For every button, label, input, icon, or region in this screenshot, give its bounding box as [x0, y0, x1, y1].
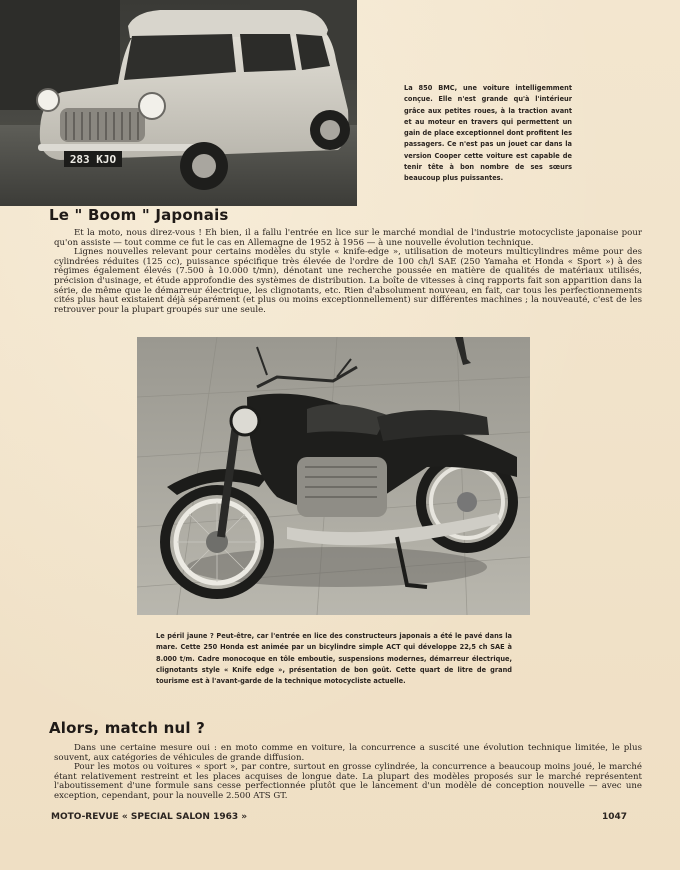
paragraph: Pour les motos ou voitures « sport », par contre, surtout en grosse cylindrée, la concurrence a beaucoup moins joué, le marché étant relativement restreint et les places acquises de longue date. La plupart des modèles proposés sur le marché représentent l'aboutissement d'une formule sans cesse perfectionnée plutôt que le lancement d'un modèle de conception nouvelle — avec une exception, cependant, pour la nouvelle 2.500 ATS GT. — [54, 762, 642, 801]
paragraph: Et la moto, nous direz-vous ! Eh bien, il a fallu l'entrée en lice sur le marché mondial de l'industrie motocycliste japonaise pour qu'on assiste — tout comme ce fut le cas en Allemagne de 1952 à 1956 — à une nouvelle évolution technique. — [54, 228, 642, 248]
motorcycle-caption — [156, 631, 512, 687]
page-number: 1047 — [602, 812, 628, 822]
caption-line: Le péril jaune ? Peut-être, car l'entrée en lice des constructeurs japonais a été le pavé dans la mare. Cette 250 Honda est animée par un bicylindre simple ACT qui développe 22,5 ch SAE à 8.000 t/m. Cadre monocoque en tôle emboutie, suspensions modernes, démarreur électrique, clignotants style « Knife edge », présentation de bon goût. Cette quart de litre de grand tourisme est à l'avant-garde de la technique motocycliste actuelle. — [156, 632, 512, 686]
footer-publication: MOTO-REVUE « SPECIAL SALON 1963 » — [51, 812, 248, 822]
paragraph: Lignes nouvelles relevant pour certains modèles du style « knife-edge », utilisation de moteurs multicylindres même pour des cylindrées réduites (125 cc), puissance spécifique très élevée de l'ordre de 100 ch/l SAE (250 Yamaha et Honda « Sport ») à des régimes également élevés (7.500 à 10.000 t/mn), dénotant une recherche poussée en matière de qualités de matériaux utilisés, précision d'usinage, et étude approfondie des systèmes de distribution. La boîte de vitesses à cinq rapports fait son apparition dans la série, de même que le démarreur électrique, les clignotants, etc. Rien d'absolument nouveau, en fait, car tous les perfectionnements cités plus haut existaient déjà séparément (et plus ou moins exceptionnellement) sur différentes machines ; la nouveauté, c'est de les retrouver pour la plupart groupés sur une seule. — [54, 247, 642, 315]
section-title-alors: Alors, match nul ? — [49, 719, 206, 737]
car-photo — [0, 0, 357, 206]
paragraph: Dans une certaine mesure oui : en moto comme en voiture, la concurrence a suscité une évolution technique limitée, le plus souvent, aux catégories de véhicules de grande diffusion. — [54, 743, 642, 763]
motorcycle-photo — [137, 337, 530, 615]
section-body-alors — [54, 744, 642, 802]
car-caption: La 850 BMC, une voiture intelligemment conçue. Elle n'est grande qu'à l'intérieur grâce aux petites roues, à la traction avant et au moteur en travers qui permettent un gain de place exceptionnel dont profitent les passagers. Ce n'est pas un jouet car dans la version Cooper cette voiture est capable de tenir tête à bon nombre de ses sœurs beaucoup plus puissantes. — [404, 84, 572, 183]
car-plate: 283 KJO — [69, 153, 117, 166]
section-title-boom: Le " Boom " Japonais — [49, 206, 229, 224]
section-body-boom — [54, 229, 642, 315]
